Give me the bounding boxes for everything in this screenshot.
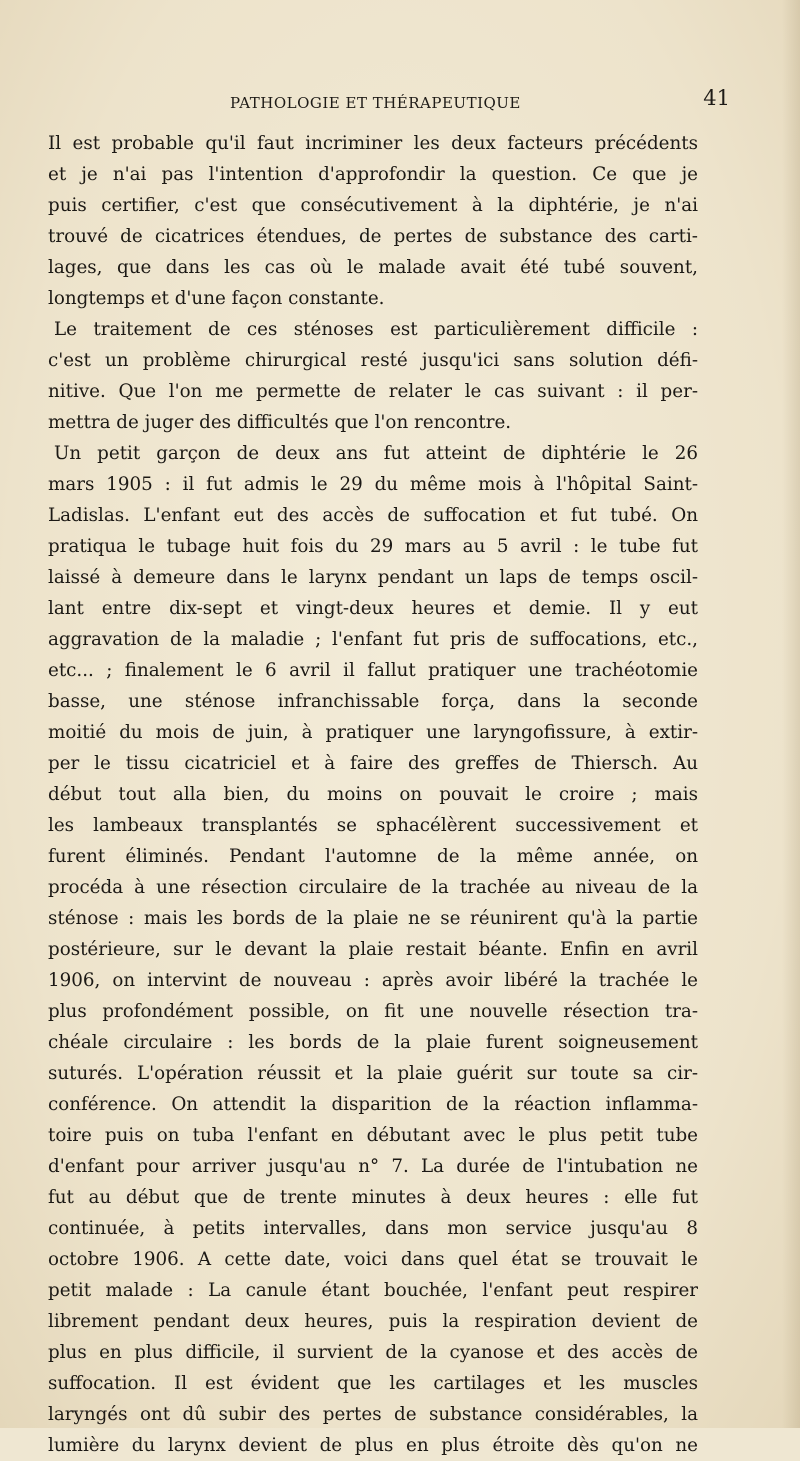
text-line: et je n'ai pas l'intention d'approfondir la question. Ce que je — [48, 164, 698, 185]
text-line: aggravation de la maladie ; l'enfant fut pris de suffocations, etc., — [48, 629, 698, 650]
text-line: lages, que dans les cas où le malade avait été tubé souvent, — [48, 257, 698, 278]
text-line: sténose : mais les bords de la plaie ne se réunirent qu'à la partie — [48, 908, 698, 929]
text-line: lumière du larynx devient de plus en plus étroite dès qu'on ne — [48, 1435, 698, 1456]
text-line: 1906, on intervint de nouveau : après avoir libéré la trachée le — [48, 970, 698, 991]
text-line: procéda à une résection circulaire de la trachée au niveau de la — [48, 877, 698, 898]
text-line: conférence. On attendit la disparition de la réaction inflamma- — [48, 1094, 698, 1115]
text-line: d'enfant pour arriver jusqu'au n° 7. La durée de l'intubation ne — [48, 1156, 698, 1177]
text-line: per le tissu cicatriciel et à faire des greffes de Thiersch. Au — [48, 753, 698, 774]
text-line: Un petit garçon de deux ans fut atteint de diphtérie le 26 — [54, 443, 698, 464]
text-line: Ladislas. L'enfant eut des accès de suffocation et fut tubé. On — [48, 505, 698, 526]
text-line: mars 1905 : il fut admis le 29 du même mois à l'hôpital Saint- — [48, 474, 698, 495]
text-line: etc... ; finalement le 6 avril il fallut pratiquer une trachéotomie — [48, 660, 698, 681]
text-line: les lambeaux transplantés se sphacélèrent successivement et — [48, 815, 698, 836]
text-line: longtemps et d'une façon constante. — [48, 288, 385, 309]
text-line: suffocation. Il est évident que les cartilages et les muscles — [48, 1373, 698, 1394]
text-line: plus profondément possible, on fit une nouvelle résection tra- — [48, 1001, 698, 1022]
text-line: lant entre dix-sept et vingt-deux heures et demie. Il y eut — [48, 598, 698, 619]
text-line: laissé à demeure dans le larynx pendant un laps de temps oscil- — [48, 567, 698, 588]
text-line: trouvé de cicatrices étendues, de pertes de substance des carti- — [48, 226, 698, 247]
text-line: continuée, à petits intervalles, dans mon service jusqu'au 8 — [48, 1218, 698, 1239]
text-line: chéale circulaire : les bords de la plaie furent soigneusement — [48, 1032, 698, 1053]
text-line: Il est probable qu'il faut incriminer les deux facteurs précédents — [48, 133, 698, 154]
text-line: nitive. Que l'on me permette de relater le cas suivant : il per- — [48, 381, 698, 402]
text-line: début tout alla bien, du moins on pouvait le croire ; mais — [48, 784, 698, 805]
text-line: petit malade : La canule étant bouchée, l'enfant peut respirer — [48, 1280, 698, 1301]
body-text — [48, 128, 698, 1461]
text-line: postérieure, sur le devant la plaie restait béante. Enfin en avril — [48, 939, 698, 960]
page-number: 41 — [703, 86, 730, 110]
text-line: moitié du mois de juin, à pratiquer une laryngofissure, à extir- — [48, 722, 698, 743]
text-line: c'est un problème chirurgical resté jusqu'ici sans solution défi- — [48, 350, 698, 371]
text-line: laryngés ont dû subir des pertes de substance considérables, la — [48, 1404, 698, 1425]
running-title: PATHOLOGIE ET THÉRAPEUTIQUE — [230, 94, 521, 112]
text-line: librement pendant deux heures, puis la respiration devient de — [48, 1311, 698, 1332]
text-line: mettra de juger des difficultés que l'on rencontre. — [48, 412, 512, 433]
text-line: Le traitement de ces sténoses est particulièrement difficile : — [54, 319, 698, 340]
text-line: toire puis on tuba l'enfant en débutant avec le plus petit tube — [48, 1125, 698, 1146]
text-line: octobre 1906. A cette date, voici dans quel état se trouvait le — [48, 1249, 698, 1270]
running-head — [40, 86, 740, 116]
text-line: puis certifier, c'est que consécutivement à la diphtérie, je n'ai — [48, 195, 698, 216]
text-line: fut au début que de trente minutes à deux heures : elle fut — [48, 1187, 698, 1208]
text-line: plus en plus difficile, il survient de la cyanose et des accès de — [48, 1342, 698, 1363]
text-line: suturés. L'opération réussit et la plaie guérit sur toute sa cir- — [48, 1063, 698, 1084]
text-line: pratiqua le tubage huit fois du 29 mars au 5 avril : le tube fut — [48, 536, 698, 557]
text-line: basse, une sténose infranchissable força, dans la seconde — [48, 691, 698, 712]
text-line: furent éliminés. Pendant l'automne de la même année, on — [48, 846, 698, 867]
